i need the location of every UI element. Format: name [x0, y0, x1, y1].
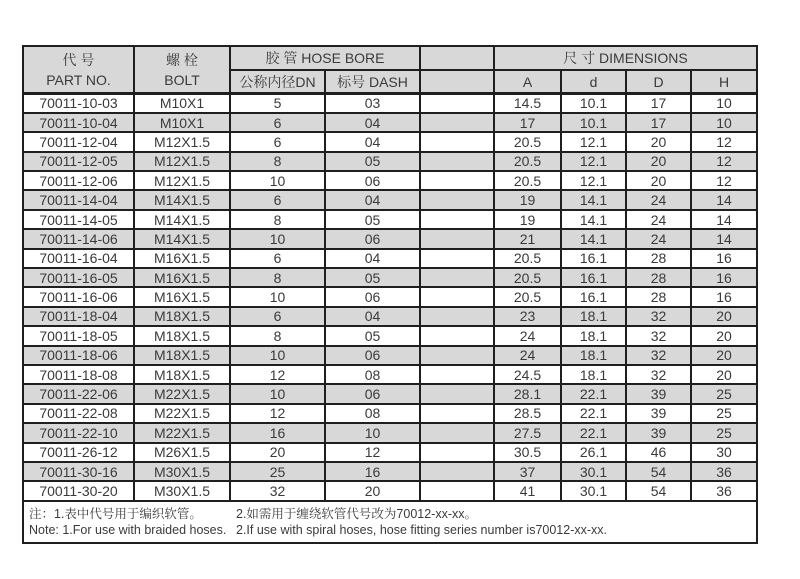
- cell-dim-d-big: 20: [626, 171, 691, 190]
- cell-spacer: [420, 190, 494, 209]
- cell-dim-d-small: 18.1: [561, 346, 626, 365]
- cell-dim-d-big: 17: [626, 113, 691, 132]
- cell-spacer: [420, 94, 494, 113]
- col-header-dash: 标号 DASH: [325, 70, 420, 94]
- cell-spacer: [420, 481, 494, 500]
- cell-part-no: 70011-14-05: [23, 210, 134, 229]
- cell-dn: 5: [230, 94, 325, 113]
- cell-spacer: [420, 307, 494, 326]
- cell-dim-d-big: 17: [626, 94, 691, 113]
- cell-dim-a: 28.5: [494, 404, 561, 423]
- table-row: [23, 113, 757, 132]
- cell-bolt: M18X1.5: [134, 326, 230, 345]
- cell-dim-a: 37: [494, 462, 561, 481]
- cell-dim-a: 30.5: [494, 443, 561, 462]
- cell-dim-d-big: 46: [626, 443, 691, 462]
- cell-dash: 08: [325, 365, 420, 384]
- cell-dash: 03: [325, 94, 420, 113]
- col-header-dimensions: 尺 寸 DIMENSIONS: [494, 46, 757, 70]
- cell-dash: 04: [325, 249, 420, 268]
- cell-dim-a: 14.5: [494, 94, 561, 113]
- notes-cell: [23, 501, 757, 543]
- note-en-1: Note: 1.For use with braided hoses.: [29, 522, 227, 537]
- table-row: [23, 462, 757, 481]
- cell-dim-d-big: 32: [626, 365, 691, 384]
- note-zh-2: 2.如需用于缠绕软管代号改为70012-xx-xx。: [236, 506, 478, 521]
- cell-dn: 25: [230, 462, 325, 481]
- cell-spacer: [420, 249, 494, 268]
- cell-dash: 12: [325, 443, 420, 462]
- cell-bolt: M18X1.5: [134, 307, 230, 326]
- cell-dash: 06: [325, 384, 420, 403]
- col-header-bolt-en: BOLT: [164, 71, 200, 88]
- cell-dash: 05: [325, 326, 420, 345]
- cell-bolt: M22X1.5: [134, 423, 230, 442]
- cell-bolt: M18X1.5: [134, 346, 230, 365]
- table-header: [23, 46, 757, 94]
- col-header-part-no: [23, 46, 134, 94]
- cell-part-no: 70011-18-05: [23, 326, 134, 345]
- cell-dim-d-big: 20: [626, 152, 691, 171]
- cell-dim-h: 14: [691, 190, 757, 209]
- table-row: [23, 249, 757, 268]
- cell-dash: 05: [325, 152, 420, 171]
- cell-part-no: 70011-14-04: [23, 190, 134, 209]
- note-line-zh: [29, 506, 756, 522]
- cell-dim-h: 10: [691, 94, 757, 113]
- cell-dim-h: 14: [691, 210, 757, 229]
- cell-dn: 6: [230, 113, 325, 132]
- cell-bolt: M26X1.5: [134, 443, 230, 462]
- cell-part-no: 70011-18-06: [23, 346, 134, 365]
- col-header-hose-bore: 胶 管 HOSE BORE: [230, 46, 420, 70]
- cell-part-no: 70011-22-10: [23, 423, 134, 442]
- cell-spacer: [420, 229, 494, 248]
- table-row: [23, 481, 757, 500]
- cell-dim-d-big: 20: [626, 132, 691, 151]
- cell-part-no: 70011-10-04: [23, 113, 134, 132]
- cell-spacer: [420, 210, 494, 229]
- cell-dash: 06: [325, 346, 420, 365]
- cell-dn: 10: [230, 287, 325, 306]
- cell-dn: 6: [230, 249, 325, 268]
- cell-dim-a: 28.1: [494, 384, 561, 403]
- table-row: [23, 229, 757, 248]
- cell-dn: 32: [230, 481, 325, 500]
- cell-part-no: 70011-30-16: [23, 462, 134, 481]
- cell-dim-h: 16: [691, 287, 757, 306]
- cell-dn: 10: [230, 229, 325, 248]
- cell-spacer: [420, 287, 494, 306]
- cell-dim-d-big: 28: [626, 287, 691, 306]
- cell-dim-d-small: 12.1: [561, 132, 626, 151]
- table-row: [23, 171, 757, 190]
- cell-dash: 06: [325, 229, 420, 248]
- col-header-part-no-en: PART NO.: [46, 71, 111, 88]
- cell-spacer: [420, 132, 494, 151]
- cell-part-no: 70011-16-06: [23, 287, 134, 306]
- cell-bolt: M30X1.5: [134, 462, 230, 481]
- cell-dim-h: 25: [691, 423, 757, 442]
- cell-spacer: [420, 443, 494, 462]
- cell-dn: 6: [230, 307, 325, 326]
- cell-dim-a: 20.5: [494, 152, 561, 171]
- cell-dim-d-small: 14.1: [561, 190, 626, 209]
- col-header-dn: 公称内径DN: [230, 70, 325, 94]
- cell-dn: 8: [230, 268, 325, 287]
- col-header-spacer-bottom: [420, 70, 494, 94]
- cell-dim-a: 19: [494, 210, 561, 229]
- cell-spacer: [420, 346, 494, 365]
- cell-dash: 04: [325, 307, 420, 326]
- cell-dim-d-big: 39: [626, 404, 691, 423]
- table-row: [23, 152, 757, 171]
- cell-part-no: 70011-14-06: [23, 229, 134, 248]
- cell-dn: 6: [230, 132, 325, 151]
- cell-dash: 08: [325, 404, 420, 423]
- cell-dim-d-big: 32: [626, 346, 691, 365]
- cell-bolt: M14X1.5: [134, 229, 230, 248]
- cell-dn: 8: [230, 210, 325, 229]
- cell-part-no: 70011-12-05: [23, 152, 134, 171]
- cell-dim-a: 20.5: [494, 132, 561, 151]
- cell-dn: 16: [230, 423, 325, 442]
- cell-bolt: M16X1.5: [134, 287, 230, 306]
- table-row: [23, 365, 757, 384]
- cell-bolt: M14X1.5: [134, 190, 230, 209]
- table-row: [23, 287, 757, 306]
- table-row: [23, 384, 757, 403]
- cell-dash: 06: [325, 287, 420, 306]
- table-body: [23, 94, 757, 501]
- table-row: [23, 307, 757, 326]
- cell-dim-d-big: 28: [626, 268, 691, 287]
- cell-spacer: [420, 462, 494, 481]
- cell-dim-d-small: 18.1: [561, 326, 626, 345]
- cell-dim-d-big: 24: [626, 190, 691, 209]
- cell-dash: 10: [325, 423, 420, 442]
- cell-part-no: 70011-22-08: [23, 404, 134, 423]
- col-header-dim-a: A: [494, 70, 561, 94]
- cell-dim-d-small: 10.1: [561, 94, 626, 113]
- cell-bolt: M22X1.5: [134, 404, 230, 423]
- col-header-part-no-zh: 代 号: [62, 51, 95, 68]
- cell-spacer: [420, 171, 494, 190]
- cell-bolt: M22X1.5: [134, 384, 230, 403]
- notes-row: [23, 501, 757, 543]
- table-row: [23, 190, 757, 209]
- cell-bolt: M18X1.5: [134, 365, 230, 384]
- table-row: [23, 326, 757, 345]
- cell-spacer: [420, 384, 494, 403]
- cell-dim-h: 12: [691, 171, 757, 190]
- cell-dim-d-big: 54: [626, 462, 691, 481]
- cell-spacer: [420, 326, 494, 345]
- cell-bolt: M12X1.5: [134, 152, 230, 171]
- table-row: [23, 268, 757, 287]
- col-header-dim-d-big: D: [626, 70, 691, 94]
- cell-part-no: 70011-30-20: [23, 481, 134, 500]
- cell-part-no: 70011-12-04: [23, 132, 134, 151]
- cell-bolt: M12X1.5: [134, 171, 230, 190]
- table-row: [23, 210, 757, 229]
- cell-spacer: [420, 365, 494, 384]
- cell-dim-a: 27.5: [494, 423, 561, 442]
- cell-dim-h: 30: [691, 443, 757, 462]
- cell-dash: 05: [325, 210, 420, 229]
- cell-dim-a: 24: [494, 346, 561, 365]
- col-header-dim-h: H: [691, 70, 757, 94]
- cell-dim-d-small: 30.1: [561, 462, 626, 481]
- cell-dim-a: 20.5: [494, 249, 561, 268]
- cell-spacer: [420, 113, 494, 132]
- cell-dim-h: 20: [691, 307, 757, 326]
- cell-dim-h: 12: [691, 132, 757, 151]
- cell-spacer: [420, 152, 494, 171]
- cell-dash: 16: [325, 462, 420, 481]
- cell-bolt: M10X1: [134, 94, 230, 113]
- cell-dim-d-small: 26.1: [561, 443, 626, 462]
- cell-dim-h: 12: [691, 152, 757, 171]
- header-row-1: [23, 46, 757, 70]
- table-row: [23, 132, 757, 151]
- cell-dim-d-small: 18.1: [561, 307, 626, 326]
- cell-dim-h: 14: [691, 229, 757, 248]
- cell-dim-a: 21: [494, 229, 561, 248]
- cell-dim-h: 20: [691, 346, 757, 365]
- cell-dash: 20: [325, 481, 420, 500]
- cell-dash: 05: [325, 268, 420, 287]
- cell-bolt: M12X1.5: [134, 132, 230, 151]
- cell-dim-d-small: 14.1: [561, 210, 626, 229]
- cell-dim-d-big: 39: [626, 384, 691, 403]
- cell-dim-h: 10: [691, 113, 757, 132]
- cell-dim-d-big: 28: [626, 249, 691, 268]
- table-row: [23, 404, 757, 423]
- cell-part-no: 70011-22-06: [23, 384, 134, 403]
- table-row: [23, 346, 757, 365]
- note-line-en: [29, 522, 756, 538]
- cell-dn: 10: [230, 171, 325, 190]
- cell-dim-d-small: 10.1: [561, 113, 626, 132]
- cell-bolt: M16X1.5: [134, 249, 230, 268]
- cell-dim-a: 20.5: [494, 171, 561, 190]
- cell-part-no: 70011-18-08: [23, 365, 134, 384]
- cell-dim-d-big: 39: [626, 423, 691, 442]
- cell-dim-d-small: 22.1: [561, 423, 626, 442]
- note-en-2: 2.If use with spiral hoses, hose fitting series number is70012-xx-xx.: [236, 522, 608, 537]
- cell-spacer: [420, 404, 494, 423]
- cell-dim-d-big: 32: [626, 307, 691, 326]
- cell-dn: 8: [230, 152, 325, 171]
- cell-dim-d-small: 22.1: [561, 404, 626, 423]
- cell-dim-a: 24: [494, 326, 561, 345]
- cell-dash: 04: [325, 190, 420, 209]
- cell-part-no: 70011-18-04: [23, 307, 134, 326]
- cell-dim-h: 25: [691, 404, 757, 423]
- cell-dim-d-big: 24: [626, 229, 691, 248]
- cell-spacer: [420, 268, 494, 287]
- cell-dim-a: 20.5: [494, 287, 561, 306]
- cell-dim-d-small: 12.1: [561, 152, 626, 171]
- cell-dim-d-small: 14.1: [561, 229, 626, 248]
- cell-dn: 12: [230, 365, 325, 384]
- cell-dim-d-small: 16.1: [561, 249, 626, 268]
- cell-dim-d-small: 18.1: [561, 365, 626, 384]
- table-row: [23, 94, 757, 113]
- cell-dim-d-big: 54: [626, 481, 691, 500]
- cell-dim-h: 25: [691, 384, 757, 403]
- cell-dash: 04: [325, 113, 420, 132]
- cell-dim-h: 20: [691, 365, 757, 384]
- cell-part-no: 70011-16-04: [23, 249, 134, 268]
- cell-spacer: [420, 423, 494, 442]
- cell-bolt: M10X1: [134, 113, 230, 132]
- cell-dim-d-big: 32: [626, 326, 691, 345]
- cell-dn: 12: [230, 404, 325, 423]
- cell-dn: 8: [230, 326, 325, 345]
- cell-part-no: 70011-26-12: [23, 443, 134, 462]
- cell-dim-a: 17: [494, 113, 561, 132]
- note-zh-1: 注：1.表中代号用于编织软管。: [29, 506, 202, 521]
- cell-dim-a: 24.5: [494, 365, 561, 384]
- cell-dim-d-small: 16.1: [561, 287, 626, 306]
- cell-dim-a: 20.5: [494, 268, 561, 287]
- table-row: [23, 423, 757, 442]
- cell-dim-h: 36: [691, 462, 757, 481]
- cell-dn: 20: [230, 443, 325, 462]
- cell-dim-a: 23: [494, 307, 561, 326]
- cell-dn: 6: [230, 190, 325, 209]
- cell-dim-a: 19: [494, 190, 561, 209]
- col-header-dim-d-small: d: [561, 70, 626, 94]
- col-header-bolt: [134, 46, 230, 94]
- cell-part-no: 70011-16-05: [23, 268, 134, 287]
- cell-dash: 06: [325, 171, 420, 190]
- cell-dash: 04: [325, 132, 420, 151]
- cell-dim-h: 16: [691, 268, 757, 287]
- cell-dim-h: 16: [691, 249, 757, 268]
- cell-part-no: 70011-12-06: [23, 171, 134, 190]
- fittings-spec-table: [22, 45, 758, 544]
- table-row: [23, 443, 757, 462]
- cell-dn: 10: [230, 384, 325, 403]
- cell-bolt: M14X1.5: [134, 210, 230, 229]
- cell-part-no: 70011-10-03: [23, 94, 134, 113]
- cell-dim-h: 36: [691, 481, 757, 500]
- col-header-bolt-zh: 螺 栓: [166, 51, 198, 68]
- cell-dim-d-big: 24: [626, 210, 691, 229]
- cell-bolt: M30X1.5: [134, 481, 230, 500]
- table-footer: [23, 501, 757, 543]
- cell-bolt: M16X1.5: [134, 268, 230, 287]
- col-header-spacer-top: [420, 46, 494, 70]
- cell-dim-d-small: 30.1: [561, 481, 626, 500]
- cell-dim-a: 41: [494, 481, 561, 500]
- cell-dim-d-small: 12.1: [561, 171, 626, 190]
- cell-dn: 10: [230, 346, 325, 365]
- cell-dim-d-small: 22.1: [561, 384, 626, 403]
- cell-dim-d-small: 16.1: [561, 268, 626, 287]
- cell-dim-h: 20: [691, 326, 757, 345]
